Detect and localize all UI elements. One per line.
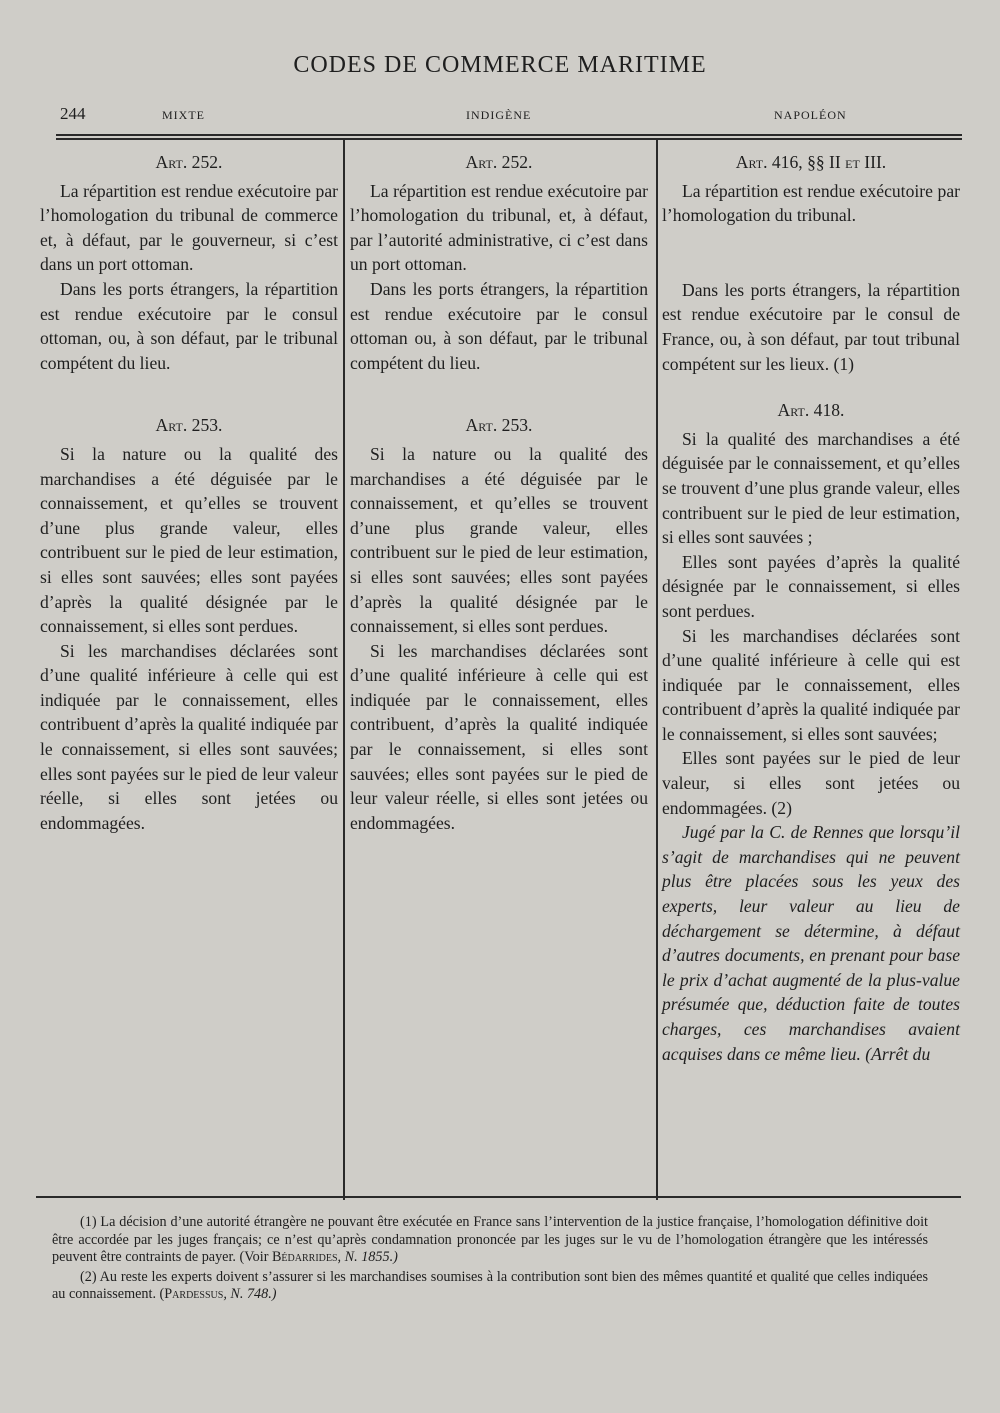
header-rule-bottom: [56, 138, 962, 140]
article-paragraph: Si les marchandises déclarées sont d’une qualité inférieure à celle qui est indiquée par le connaissement, elles contribuent d’après la qualité indiquée par le connaissement, si elles sont sauvées; elles sont payées sur le pied de leur valeur réelle, si elles sont jetées ou endommagées.: [40, 640, 338, 833]
column-indigene: [350, 150, 648, 835]
article-paragraph: Si les marchandises déclarées sont d’une qualité inférieure à celle qui est indiquée par le connaissement, elles contribuent d’après la qualité indiquée par le connaissement, si elles sont sauvées;: [662, 625, 960, 744]
header-rule-top: [56, 134, 962, 136]
jurisprudence-note: Jugé par la C. de Rennes que lorsqu’il s’agit de marchandises qui ne peuvent plus être placées sous les yeux des experts, leur valeur au lieu de déchargement se détermine, à défaut d’autres documents, en prenant pour base le prix d’achat augmenté de la plus-value présumée que, déduction faite de toutes charges, ces marchandises avaient acquises dans ce même lieu. (Arrêt du: [662, 822, 960, 1064]
article-paragraph: Si la qualité des marchandises a été déguisée par le connaissement, et qu’elles se trouvent d’une plus grande valeur, elles contribuent sur le pied de leur estimation, si elles sont sauvées ;: [662, 428, 960, 548]
footnote-text: (1) La décision d’une autorité étrangère ne pouvant être exécutée en France sans l’intervention de la justice française, l’homologation définitive doit être accordée par les juges français; ce n’est qu’après condamnation prononcée par les juges sur le vu de l’homologation étrangère que les intéressés peuvent être contraints de payer. (Voir: [52, 1214, 928, 1265]
article-paragraph: Dans les ports étrangers, la répartition est rendue exécutoire par le consul ottoman ou, à son défaut, par le tribunal compétent du lieu.: [350, 278, 648, 373]
column-header-napoleon: NAPOLÉON: [774, 108, 847, 122]
article-paragraph: La répartition est rendue exécutoire par l’homologation du tribunal, et, à défaut, par l’autorité administrative, ci c’est dans un port ottoman.: [350, 180, 648, 275]
footnotes: [52, 1214, 928, 1306]
article-paragraph: La répartition est rendue exécutoire par l’homologation du tribunal.: [662, 180, 960, 226]
column-divider-1: [343, 140, 345, 1200]
article-paragraph: Elles sont payées sur le pied de leur valeur, si elles sont jetées ou endommagées. (2): [662, 748, 960, 818]
article-paragraph: Dans les ports étrangers, la répartition est rendue exécutoire par le consul ottoman, ou, à son défaut, par le tribunal compétent du lieu.: [40, 278, 338, 373]
page-number: 244: [60, 104, 86, 123]
article-paragraph: Si la nature ou la qualité des marchandises a été déguisée par le connaissement, et qu’elles se trouvent d’une plus grande valeur, elles contribuent sur le pied de leur estimation, si elles sont sauvées; elles sont payées d’après la qualité désignée par le connaissement, si elles sont perdues.: [350, 443, 648, 637]
footnote-text: (2) Au reste les experts doivent s’assurer si les marchandises soumises à la contribution sont bien des mêmes quantité et qualité que celles indiquées au connaissement. (: [52, 1268, 928, 1302]
column-napoleon: [662, 150, 960, 1066]
footnote-2: [52, 1269, 928, 1304]
column-divider-2: [656, 140, 658, 1200]
footnote-author: Bédarrides: [271, 1249, 338, 1265]
article-heading: Art. 418.: [777, 400, 845, 421]
article-heading: Art. 252.: [155, 152, 223, 172]
column-header-mixte: MIXTE: [162, 108, 205, 122]
article-heading: Art. 416, §§ II et III.: [735, 152, 887, 172]
article-paragraph: Si les marchandises déclarées sont d’une qualité inférieure à celle qui est indiquée par le connaissement, elles contribuent, d’après la qualité indiquée par le connaissement, si elles sont sauvées; elles sont payées sur le pied de leur valeur réelle, si elles sont jetées ou endommagées.: [350, 640, 648, 833]
footnote-reference: , N. 1855.): [337, 1249, 398, 1265]
page-title: CODES DE COMMERCE MARITIME: [293, 52, 707, 78]
footnote-reference: , N. 748.): [223, 1286, 277, 1302]
footnote-1: [52, 1214, 928, 1267]
footnote-author: Pardessus: [164, 1286, 224, 1302]
article-paragraph: Elles sont payées d’après la qualité désignée par le connaissement, si elles sont perdues.: [662, 551, 960, 621]
article-paragraph: Dans les ports étrangers, la répartition est rendue exécutoire par le consul de France, ou, à son défaut, par tout tribunal compétent sur les lieux. (1): [662, 279, 960, 374]
article-paragraph: Si la nature ou la qualité des marchandises a été déguisée par le connaissement, et qu’elles se trouvent d’une plus grande valeur, elles contribuent sur le pied de leur estimation, si elles sont sauvées; elles sont payées d’après la qualité désignée par le connaissement, si elles sont perdues.: [40, 443, 338, 637]
article-heading: Art. 253.: [155, 415, 223, 436]
column-header-indigene: INDIGÈNE: [466, 108, 532, 122]
column-mixte: [40, 150, 338, 835]
article-paragraph: La répartition est rendue exécutoire par l’homologation du tribunal de commerce et, à défaut, par le gouverneur, si c’est dans un port ottoman.: [40, 180, 338, 275]
article-heading: Art. 253.: [465, 415, 533, 436]
article-heading: Art. 252.: [465, 152, 533, 172]
footnote-rule: [36, 1196, 961, 1198]
